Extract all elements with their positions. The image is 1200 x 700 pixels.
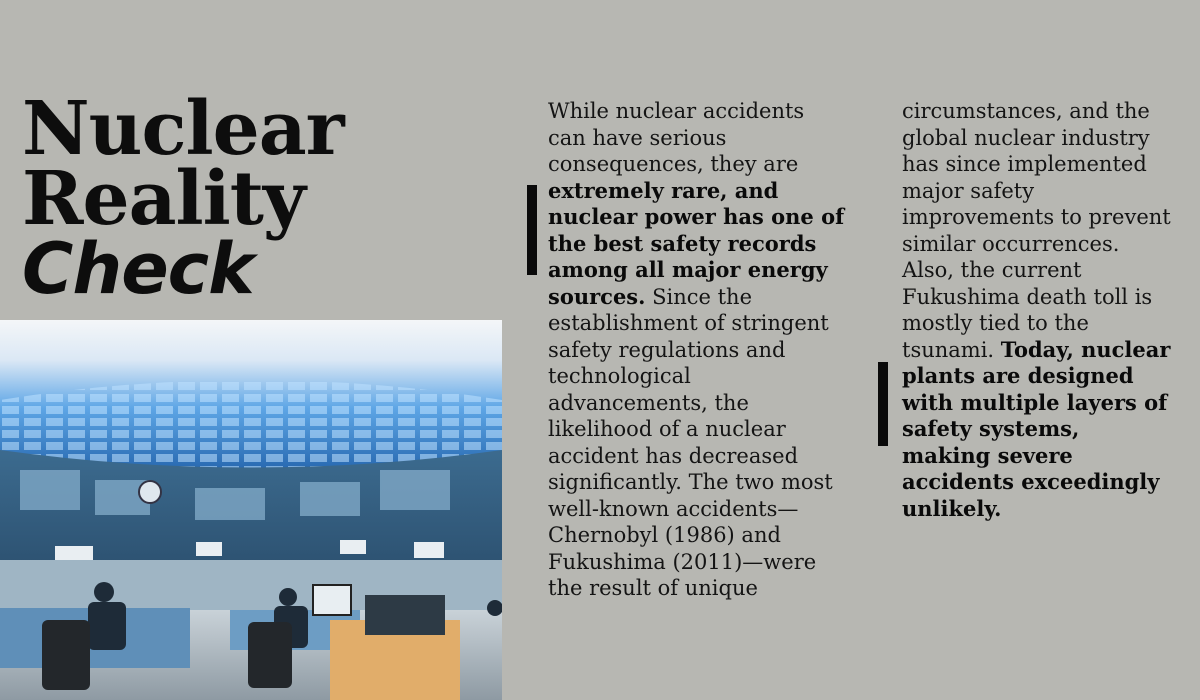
col1-intro-text: While nuclear accidents can have serious consequences, they are [548, 99, 805, 176]
body-column-2 [902, 98, 1172, 522]
col1-highlight-text: extremely rare, and nuclear power has one of the best safety records among all major energy sources. [548, 177, 845, 309]
control-room-illustration [0, 320, 502, 700]
control-room-photo [0, 320, 502, 700]
col1-rest-text: Since the establishment of stringent safety regulations and technological advancements, the likelihood of a nuclear accident has decreased significantly. The two most well-known accidents—Chernobyl (1986) and Fukushima (2011)—were the result of unique [548, 284, 833, 600]
col2-intro-text: circumstances, and the global nuclear industry has since implemented major safety improvements to prevent similar occurrences. Also, the current Fukushima death toll is mostly tied to the tsunami. [902, 99, 1171, 362]
col2-highlight-text: Today, nuclear plants are designed with multiple layers of safety systems, making severe accidents exceedingly unlikely. [902, 336, 1171, 521]
title-line-reality: Reality [22, 156, 305, 242]
pull-quote-bar-right [878, 362, 888, 446]
body-column-1 [548, 98, 848, 602]
page-title [22, 86, 344, 310]
title-line-check: Check [22, 228, 254, 310]
title-line-nuclear: Nuclear [22, 86, 344, 172]
pull-quote-bar-left [527, 185, 537, 275]
